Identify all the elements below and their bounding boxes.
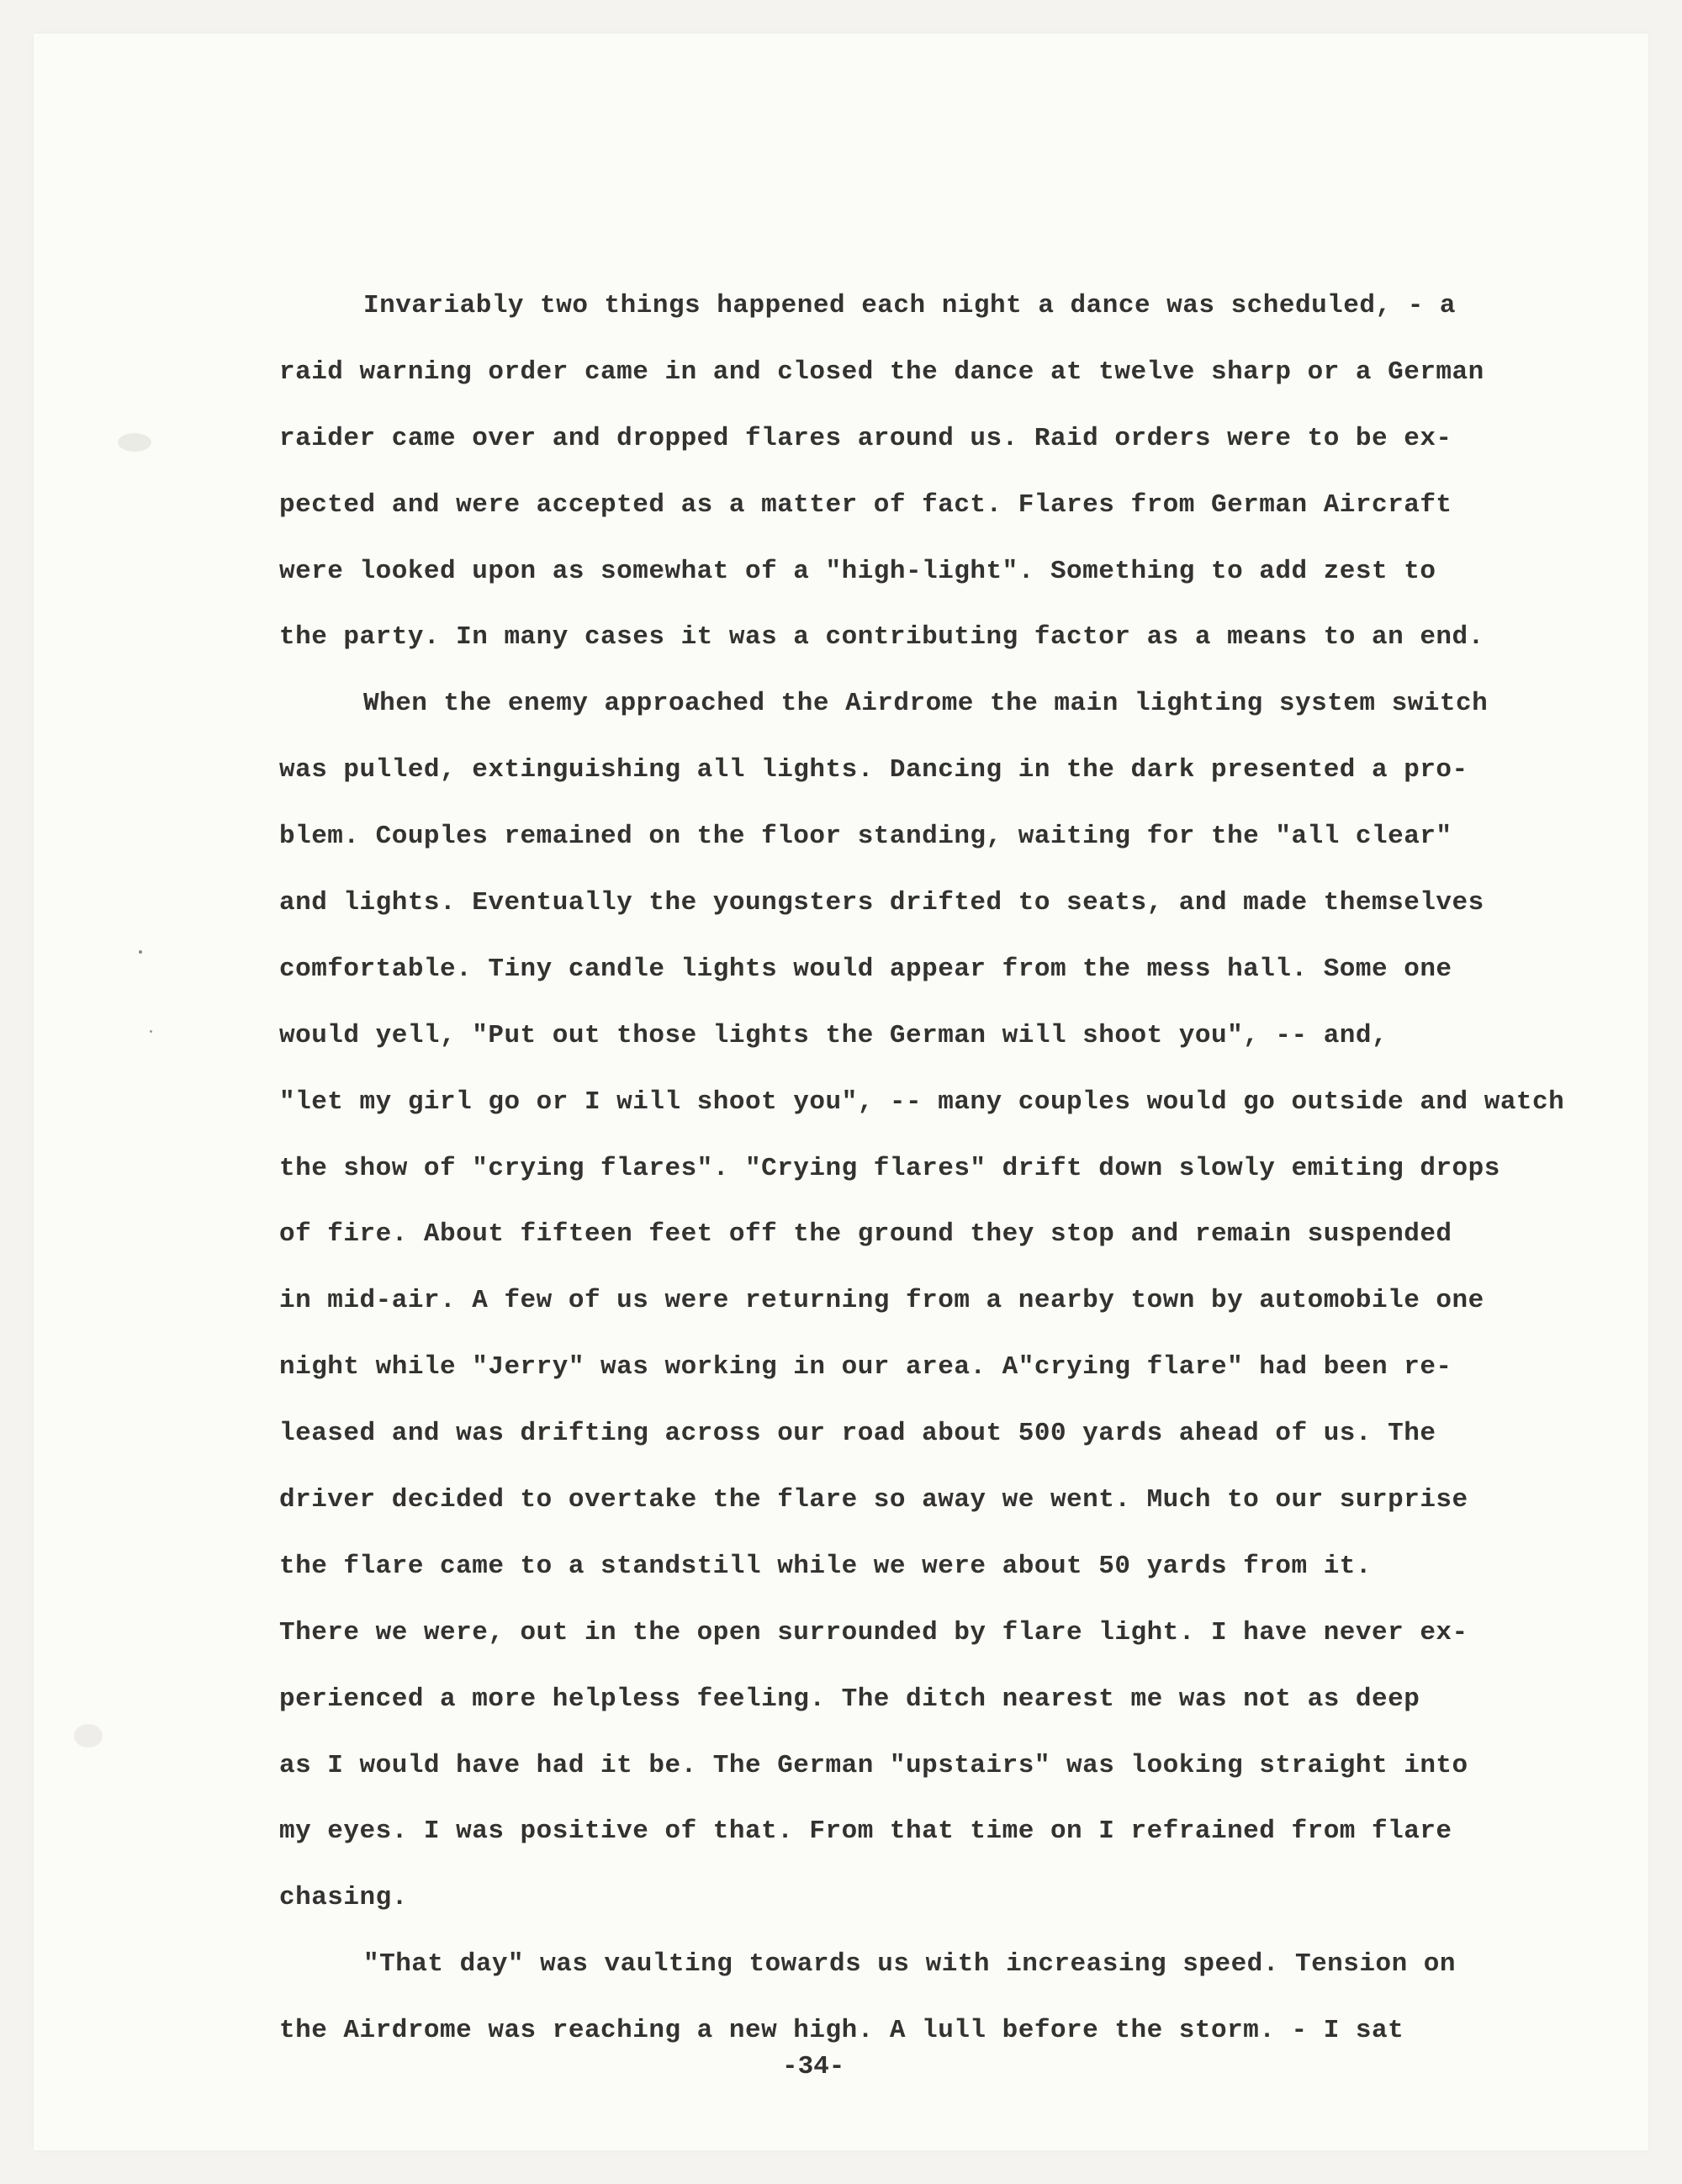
text-line: "let my girl go or I will shoot you", -- many couples would go outside and watch	[279, 1087, 1565, 1117]
text-line: raid warning order came in and closed the dance at twelve sharp or a German	[279, 357, 1484, 387]
text-line: as I would have had it be. The German "upstairs" was looking straight into	[279, 1750, 1468, 1780]
text-line: Invariably two things happened each night a dance was scheduled, - a	[363, 291, 1457, 320]
text-line: and lights. Eventually the youngsters drifted to seats, and made themselves	[279, 888, 1484, 918]
typed-text	[279, 273, 1642, 2065]
text-line: When the enemy approached the Airdrome the main lighting system switch	[363, 689, 1489, 719]
paper-speck	[150, 1030, 152, 1033]
text-line: comfortable. Tiny candle lights would appear from the mess hall. Some one	[279, 954, 1452, 984]
paper-speck	[118, 433, 151, 452]
text-line: of fire. About fifteen feet off the ground they stop and remain suspended	[279, 1219, 1452, 1250]
text-line: my eyes. I was positive of that. From that time on I refrained from flare	[279, 1816, 1452, 1847]
text-line: blem. Couples remained on the floor standing, waiting for the "all clear"	[279, 822, 1452, 852]
text-line: "That day" was vaulting towards us with increasing speed. Tension on	[363, 1949, 1457, 1980]
text-line: driver decided to overtake the flare so away we went. Much to our surprise	[279, 1485, 1468, 1515]
text-line: raider came over and dropped flares around us. Raid orders were to be ex-	[279, 423, 1452, 453]
text-line: There we were, out in the open surrounded by flare light. I have never ex-	[279, 1617, 1468, 1647]
text-line: would yell, "Put out those lights the German will shoot you", -- and,	[279, 1020, 1388, 1050]
paper-speck	[74, 1724, 103, 1748]
text-line: perienced a more helpless feeling. The ditch nearest me was not as deep	[279, 1684, 1420, 1714]
text-line: the party. In many cases it was a contributing factor as a means to an end.	[279, 622, 1484, 653]
page-number: -34-	[782, 2052, 845, 2081]
text-line: chasing.	[279, 1883, 408, 1913]
text-line: the Airdrome was reaching a new high. A lull before the storm. - I sat	[279, 2016, 1404, 2046]
text-line: was pulled, extinguishing all lights. Dancing in the dark presented a pro-	[279, 755, 1468, 785]
text-line: leased and was drifting across our road about 500 yards ahead of us. The	[279, 1419, 1436, 1449]
text-line: pected and were accepted as a matter of fact. Flares from German Aircraft	[279, 489, 1452, 520]
text-line: the show of "crying flares". "Crying flares" drift down slowly emiting drops	[279, 1153, 1500, 1183]
text-line: in mid-air. A few of us were returning from a nearby town by automobile one	[279, 1286, 1484, 1316]
text-line: the flare came to a standstill while we were about 50 yards from it.	[279, 1551, 1373, 1581]
paper-speck	[139, 950, 142, 954]
text-line: night while "Jerry" was working in our area. A"crying flare" had been re-	[279, 1352, 1452, 1383]
text-line: were looked upon as somewhat of a "high-light". Something to add zest to	[279, 556, 1436, 586]
